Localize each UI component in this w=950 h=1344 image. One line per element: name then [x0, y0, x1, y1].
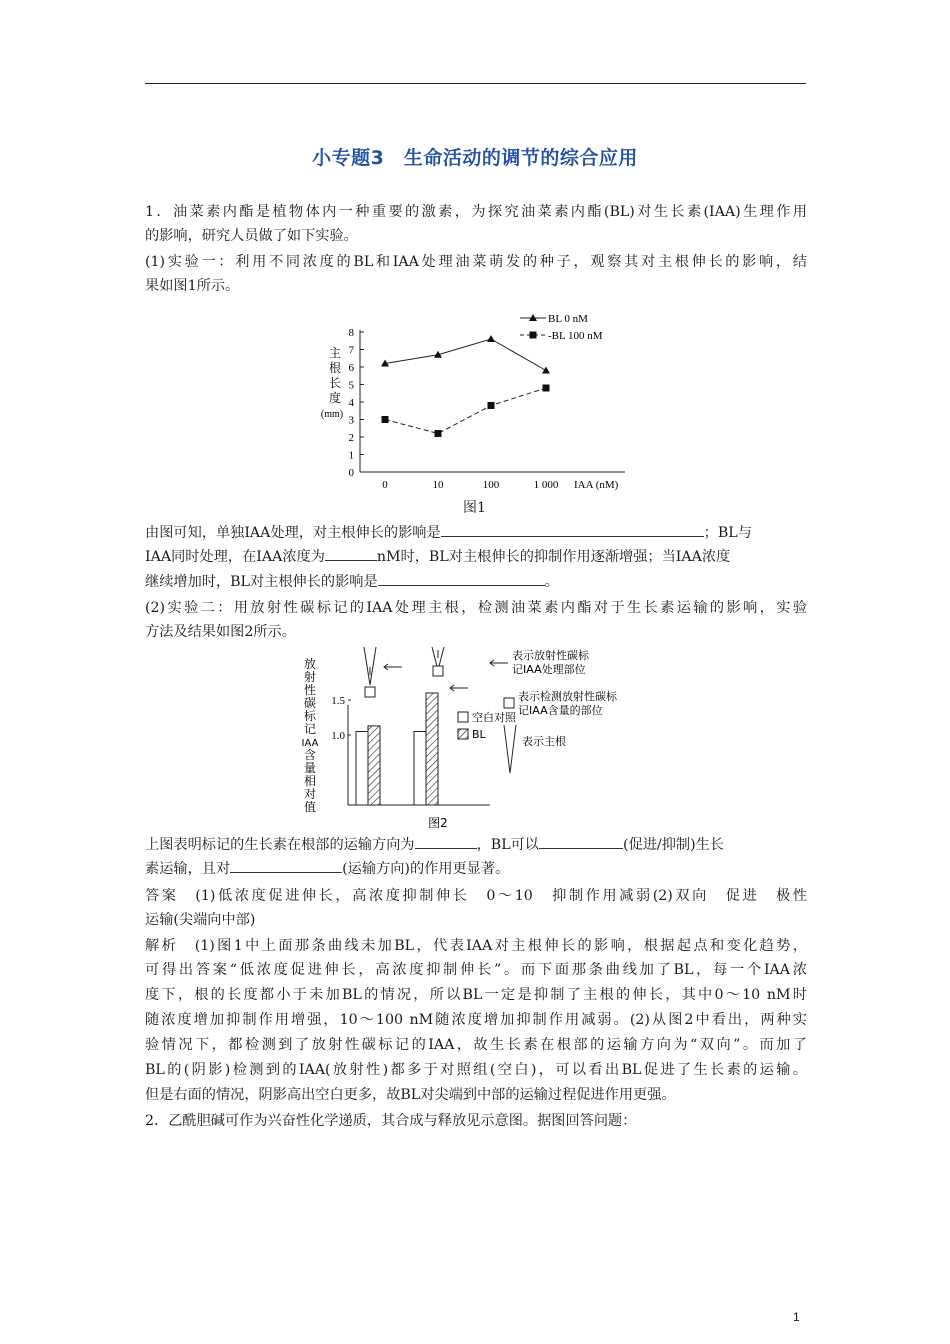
- explanation-line2: 可得出答案“低浓度促进伸长，高浓度抑制伸长”。而下面那条曲线加了BL，每一个IAA浓: [145, 962, 807, 978]
- q1-after2-line1: [145, 833, 807, 857]
- y-axis-label-part: 射: [303, 670, 317, 684]
- blank1-suffix: ；BL与: [703, 525, 752, 541]
- data-point-square: [543, 385, 550, 392]
- blank1-prefix: 由图可知，单独IAA处理，对主根伸长的影响是: [145, 525, 441, 541]
- series-line-bl0: [385, 339, 546, 371]
- legend-swatch-control: [458, 712, 468, 722]
- y-axis-label-part: 性: [303, 683, 317, 697]
- arrow-right-icon: [450, 685, 468, 691]
- y-axis-label-part: IAA: [301, 738, 319, 749]
- answer-blank-4[interactable]: [415, 833, 477, 849]
- after2-text-c: (促进/抑制)生长: [623, 837, 724, 853]
- q1-after2-line2: [145, 857, 807, 881]
- legend-detect-line1: 表示检测放射性碳标: [518, 690, 617, 703]
- y-tick-label: 1.5: [331, 695, 345, 707]
- legend-marker-line2: 记IAA处理部位: [512, 663, 586, 676]
- x-tick-label: 100: [482, 479, 500, 491]
- figure1-caption: 图1: [463, 500, 486, 516]
- answer-blank-6[interactable]: [230, 857, 342, 873]
- data-point-square: [435, 430, 442, 437]
- y-tick-label: 8: [348, 327, 354, 339]
- q1-part1-line1: (1)实验一：利用不同浓度的BL和IAA处理油菜萌发的种子，观察其对主根伸长的影响，结: [145, 254, 807, 270]
- x-tick-label: 0: [382, 479, 388, 491]
- figure2-caption: 图2: [428, 816, 448, 830]
- answer-blank-5[interactable]: [539, 833, 623, 849]
- page-number: 1: [793, 1310, 800, 1324]
- y-axis-label-part: 标: [303, 709, 317, 723]
- y-tick-label: 1.0: [331, 730, 345, 742]
- explanation-line4: 随浓度增加抑制作用增强，10～100 nM随浓度增加抑制作用减弱。(2)从图2中看出，两种实: [145, 1012, 807, 1028]
- bar-bl: [368, 726, 380, 805]
- blank2-suffix: nM时，BL对主根伸长的抑制作用逐渐增强；当IAA浓度: [376, 549, 731, 565]
- legend-detect-box-icon: [504, 698, 514, 708]
- y-axis-label-part: 量: [303, 761, 317, 775]
- figure2-bar-chart: [290, 645, 690, 830]
- y-axis-label-part: 对: [303, 787, 317, 801]
- detect-box-right: [433, 666, 443, 676]
- data-point-square: [488, 402, 495, 409]
- x-tick-label: 10: [432, 479, 444, 491]
- y-tick-label: 3: [348, 414, 354, 427]
- q1-part2-line2: 方法及结果如图2所示。: [145, 624, 296, 640]
- bar-control: [414, 732, 426, 806]
- arrow-left-icon: [384, 664, 402, 670]
- y-axis-label-part: 碳: [303, 696, 317, 710]
- detect-box-left: [365, 687, 375, 697]
- y-tick-label: 4: [348, 397, 354, 409]
- legend-label-bl0: BL 0 nM: [548, 313, 588, 325]
- legend-label-bl100: -BL 100 nM: [548, 330, 603, 342]
- y-axis-label-char: 主: [328, 346, 342, 360]
- after2-text-a: 上图表明标记的生长素在根部的运输方向为: [145, 837, 415, 853]
- legend-label-bl: BL: [472, 728, 486, 741]
- y-tick-label: 0: [348, 467, 354, 479]
- legend-marker-square: [530, 332, 537, 339]
- blank2-prefix: IAA同时处理，在IAA浓度为: [145, 549, 325, 565]
- explanation-line5: 验情况下，都检测到了放射性碳标记的IAA，故生长素在根部的运输方向为“双向”。而加了: [145, 1037, 807, 1053]
- q1-part2-line1: (2)实验二：用放射性碳标记的IAA处理主根，检测油菜素内酯对于生长素运输的影响，实验: [145, 600, 807, 616]
- y-axis-label-part: 放: [303, 657, 317, 671]
- x-tick-label: 1 000: [533, 479, 559, 491]
- y-axis-label-part: 含: [303, 748, 317, 762]
- after2-text-b: ，BL可以: [476, 837, 539, 853]
- q2-intro: 2．乙酰胆碱可作为兴奋性化学递质，其合成与释放见示意图。据图回答问题：: [145, 1113, 637, 1129]
- answer-blank-3[interactable]: [378, 570, 545, 586]
- legend-swatch-bl: [458, 729, 468, 739]
- root-diagram-left: [364, 647, 376, 685]
- y-tick-label: 6: [348, 362, 354, 374]
- y-axis-label-part: 相: [303, 774, 317, 788]
- figure1-line-chart: [310, 300, 640, 495]
- answer-line1: 答案 (1)低浓度促进伸长，高浓度抑制伸长 0～10 抑制作用减弱(2)双向 促进 极性: [145, 888, 807, 904]
- legend-marker-line1: 表示放射性碳标: [512, 649, 589, 662]
- legend-detect-line2: 记IAA含量的部位: [518, 704, 603, 717]
- explanation-line6: BL的(阴影)检测到的IAA(放射性)都多于对照组(空白)，可以看出BL促进了生长素的运输。: [145, 1062, 807, 1078]
- q1-intro-line2: 的影响，研究人员做了如下实验。: [145, 228, 358, 244]
- legend-arrow-icon: [490, 660, 508, 666]
- answer-blank-2[interactable]: [325, 545, 377, 561]
- data-point-square: [382, 416, 389, 423]
- y-axis-label-char: 度: [328, 391, 342, 405]
- legend-root-icon: [504, 725, 516, 773]
- y-axis-label-part: 值: [303, 800, 317, 814]
- legend-root-label: 表示主根: [522, 735, 566, 748]
- after2-text-d: 素运输，且对: [145, 861, 231, 877]
- bar-bl: [426, 693, 438, 805]
- answer-line2: 运输(尖端向中部): [145, 912, 256, 928]
- y-axis-label-char: 长: [328, 376, 342, 390]
- data-point-triangle: [542, 367, 550, 374]
- y-axis-label-char: 根: [328, 361, 342, 375]
- bar-control: [356, 732, 368, 806]
- series-line-bl100: [385, 388, 546, 434]
- explanation-line7: 但是右面的情况，阴影高出空白更多，故BL对尖端到中部的运输过程促进作用更强。: [145, 1087, 676, 1103]
- answer-blank-1[interactable]: [441, 521, 704, 537]
- y-tick-label: 2: [348, 432, 354, 444]
- data-point-triangle: [487, 335, 495, 342]
- blank3-prefix: 继续增加时，BL对主根伸长的影响是: [145, 574, 378, 590]
- q1-intro-line1: 1．油菜素内酯是植物体内一种重要的激素，为探究油菜素内酯(BL)对生长素(IAA)生理作用: [145, 204, 807, 220]
- y-axis-label-unit: (mm): [320, 409, 344, 420]
- page-title: 小专题3 生命活动的调节的综合应用: [312, 147, 638, 169]
- q1-blank-line2: [145, 545, 807, 569]
- legend-label-control: 空白对照: [472, 711, 516, 724]
- x-axis-label: IAA (nM): [574, 479, 619, 491]
- blank3-suffix: 。: [544, 574, 559, 590]
- explanation-line3: 度下，根的长度都小于未加BL的情况，所以BL一定是抑制了主根的伸长，其中0～10 nM时: [145, 987, 807, 1003]
- y-axis-label-part: 记: [303, 722, 317, 736]
- y-tick-label: 7: [348, 344, 354, 357]
- y-tick-label: 1: [348, 449, 354, 462]
- header-rule: [145, 83, 806, 84]
- explanation-line1: 解析 (1)图1中上面那条曲线未加BL，代表IAA对主根伸长的影响，根据起点和变化趋势，: [145, 938, 807, 954]
- q1-blank-line3: [145, 570, 807, 594]
- y-tick-label: 5: [348, 379, 354, 392]
- q1-part1-line2: 果如图1所示。: [145, 278, 240, 294]
- q1-blank-line1: [145, 521, 807, 545]
- after2-text-e: (运输方向)的作用更显著。: [342, 861, 510, 877]
